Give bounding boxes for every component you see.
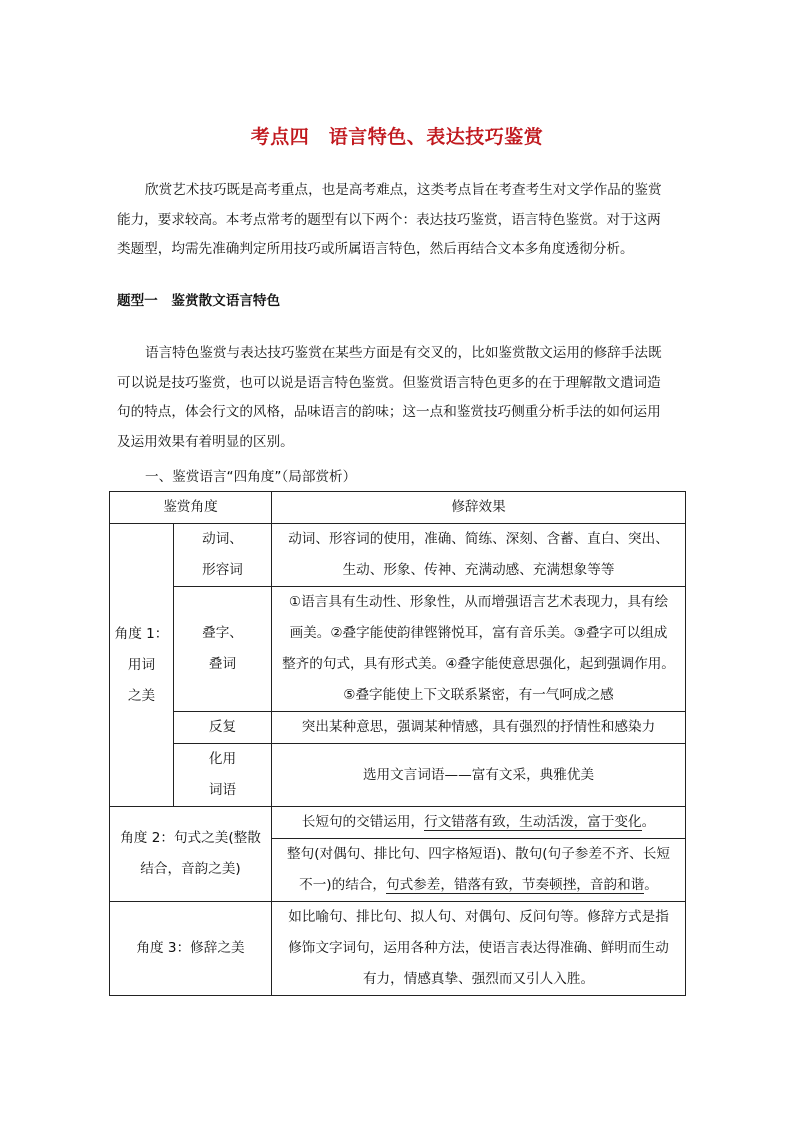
effect-cell [272,744,686,807]
term-line: 叠词 [208,656,237,672]
header-effect: 修辞效果 [272,492,686,524]
page-title: 考点四 语言特色、表达技巧鉴赏 [250,126,544,148]
body-paragraph [117,339,677,457]
term-line: 动词、 [202,531,243,547]
term-line: 化用 [208,751,237,767]
body-line: 可以说是技巧鉴赏，也可以说是语言特色鉴赏。但鉴赏语言特色更多的在于理解散文遣词造 [117,374,661,391]
table-row [110,902,686,996]
intro-line: 类题型，均需先准确判定所用技巧或所属语言特色，然后再结合文本多角度透彻分析。 [117,241,634,257]
intro-line: 欣赏艺术技巧既是高考重点，也是高考难点，这类考点旨在考查考生对文学作品的鉴赏 [145,182,662,198]
group-label-angle-2 [110,807,272,902]
effect-text: 。 [641,814,656,830]
effect-line: 画美。②叠字能使韵律铿锵悦耳，富有音乐美。③叠字可以组成 [289,625,668,641]
term-cell [174,744,272,807]
group-label-angle-3: 角度 3：修辞之美 [110,902,272,996]
label-line: 角度 1： [114,625,169,642]
effect-text: 不一)的结合， [299,877,386,893]
body-line: 句的特点，体会行文的风格，品味语言的韵味；这一点和鉴赏技巧侧重分析手法的如何运用 [117,404,661,420]
effect-line: 整句(对偶句、排比句、四字格短语)、散句(句子参差不齐、长短 [287,846,670,862]
table-row [110,807,686,839]
label-line: 用词 [127,656,156,673]
effect-line: 如比喻句、排比句、拟人句、对偶句、反问句等。修辞方式是指 [288,909,669,925]
table-header-row [110,492,686,524]
effect-line: 选用文言词语——富有文采，典雅优美 [362,766,595,783]
effect-text: 长短句的交错运用， [301,814,425,830]
table-caption: 一、鉴赏语言“四角度”（局部赏析） [145,469,357,485]
table-row [110,587,686,712]
label-line: 结合，音韵之美) [140,861,241,877]
body-line: 语言特色鉴赏与表达技巧鉴赏在某些方面是有交叉的，比如鉴赏散文运用的修辞手法既 [145,345,662,361]
term-line: 叠字、 [202,625,243,641]
intro-line: 能力，要求较高。本考点常考的题型有以下两个：表达技巧鉴赏，语言特色鉴赏。对于这两 [117,211,661,228]
term-cell [174,587,272,712]
effect-line: 生动、形象、传神、充满动感、充满想象等等 [342,562,615,578]
effect-line: ①语言具有生动性、形象性，从而增强语言艺术表现力，具有绘 [288,594,669,610]
term-line: 反复 [208,719,237,735]
effect-line: ⑤叠字能使上下文联系紧密，有一气呵成之感 [343,687,614,703]
effect-cell [272,902,686,996]
effect-underlined-text: 行文错落有致，生动活泼，富于变化 [424,814,642,830]
group-label-angle-1 [110,524,174,807]
term-cell [174,712,272,744]
section-heading: 题型一 鉴赏散文语言特色 [117,293,281,309]
effect-line: 整齐的句式，具有形式美。④叠字能使意思强化，起到强调作用。 [282,656,675,672]
effect-cell [272,587,686,712]
table-row [110,712,686,744]
header-angle: 鉴赏角度 [110,492,272,524]
label-line: 之美 [127,687,156,704]
table-row [110,744,686,807]
effect-line: 修饰文字词句，运用各种方法，使语言表达得准确、鲜明而生动 [288,940,669,956]
table-row [110,524,686,587]
effect-text: 。 [644,877,658,893]
effect-line: 有力，情感真挚、强烈而又引人入胜。 [362,971,595,987]
effect-underlined-text: 句式参差，错落有致，节奏顿挫，音韵和谐 [386,877,645,893]
effect-cell [272,524,686,587]
effect-line: 突出某种意思，强调某种情感，具有强烈的抒情性和感染力 [301,719,656,735]
effect-cell [272,839,686,902]
label-line: 角度 2：句式之美(整散 [120,830,261,846]
term-line: 形容词 [202,562,243,578]
appreciation-table [109,491,686,996]
term-cell [174,524,272,587]
term-line: 词语 [208,782,237,798]
effect-cell [272,712,686,744]
effect-line: 动词、形容词的使用，准确、简练、深刻、含蓄、直白、突出、 [288,531,669,547]
effect-cell [272,807,686,839]
intro-paragraph [117,176,677,265]
body-line: 及运用效果有着明显的区别。 [117,433,294,450]
